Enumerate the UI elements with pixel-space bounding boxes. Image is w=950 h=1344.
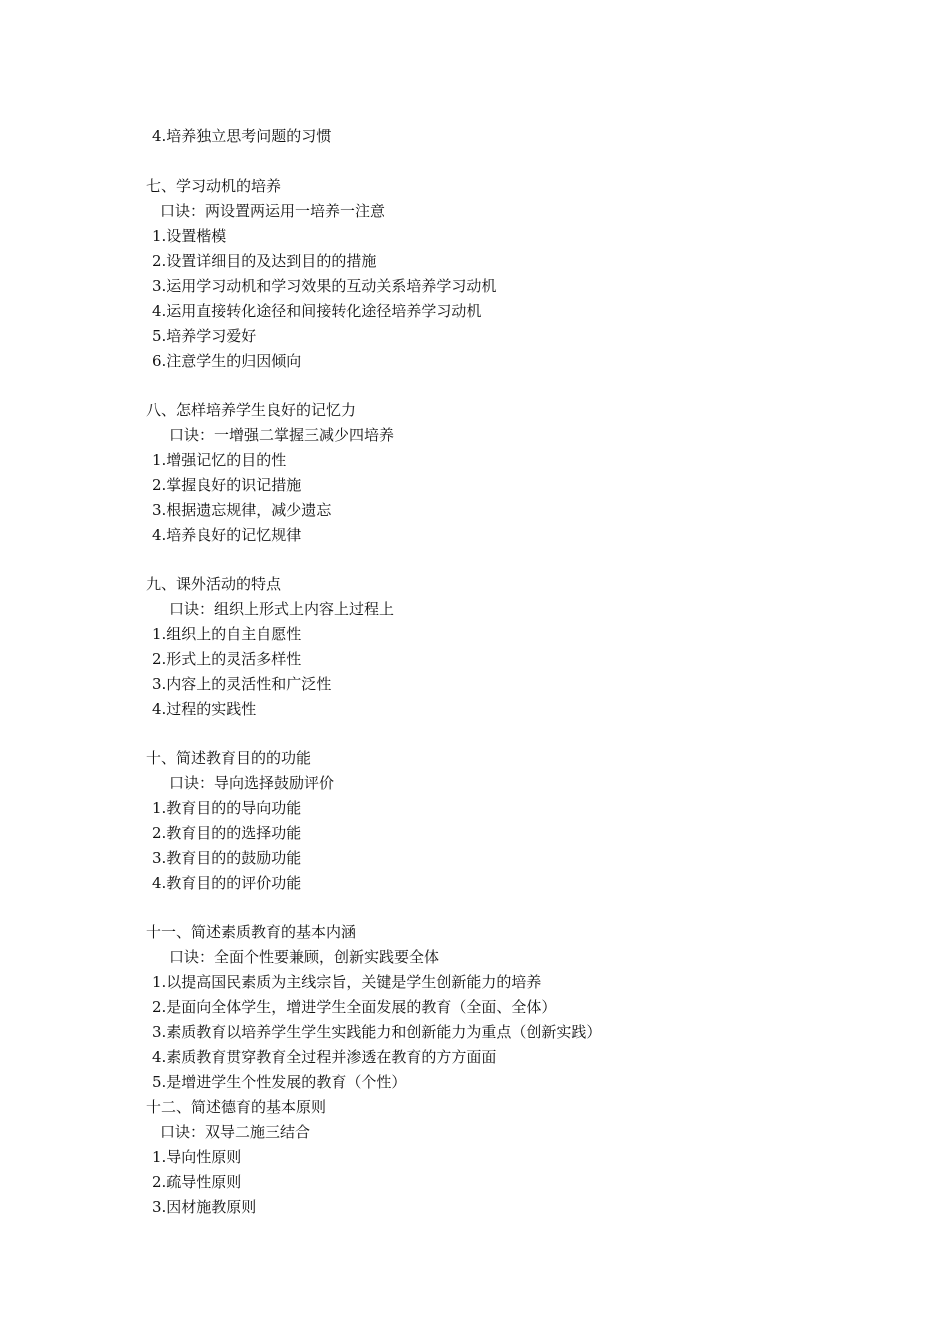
mnemonic-line: 口诀：组织上形式上内容上过程上 bbox=[169, 600, 395, 618]
section-heading: 十、简述教育目的的功能 bbox=[146, 749, 312, 767]
list-item: 2.设置详细目的及达到目的的措施 bbox=[152, 252, 377, 270]
mnemonic-line: 口诀：双导二施三结合 bbox=[160, 1123, 311, 1141]
mnemonic-line: 口诀：一增强二掌握三减少四培养 bbox=[169, 426, 395, 444]
mnemonic-line: 口诀：两设置两运用一培养一注意 bbox=[160, 202, 386, 220]
section-heading: 十一、简述素质教育的基本内涵 bbox=[146, 923, 357, 941]
list-item: 1.教育目的的导向功能 bbox=[152, 799, 302, 817]
list-item: 1.设置楷模 bbox=[152, 227, 227, 245]
list-item: 3.素质教育以培养学生学生实践能力和创新能力为重点（创新实践） bbox=[152, 1023, 602, 1041]
list-item: 4.培养独立思考问题的习惯 bbox=[152, 127, 332, 145]
section-heading: 七、学习动机的培养 bbox=[146, 177, 282, 195]
list-item: 3.内容上的灵活性和广泛性 bbox=[152, 675, 332, 693]
list-item: 5.是增进学生个性发展的教育（个性） bbox=[152, 1073, 407, 1091]
list-item: 3.运用学习动机和学习效果的互动关系培养学习动机 bbox=[152, 277, 497, 295]
section-heading: 十二、简述德育的基本原则 bbox=[146, 1098, 327, 1116]
section-heading: 九、课外活动的特点 bbox=[146, 575, 282, 593]
list-item: 2.形式上的灵活多样性 bbox=[152, 650, 302, 668]
list-item: 2.教育目的的选择功能 bbox=[152, 824, 302, 842]
list-item: 3.因材施教原则 bbox=[152, 1198, 257, 1216]
mnemonic-line: 口诀：导向选择鼓励评价 bbox=[169, 774, 335, 792]
list-item: 2.掌握良好的识记措施 bbox=[152, 476, 302, 494]
list-item: 3.根据遗忘规律，减少遗忘 bbox=[152, 501, 332, 519]
list-item: 1.导向性原则 bbox=[152, 1148, 242, 1166]
mnemonic-line: 口诀：全面个性要兼顾，创新实践要全体 bbox=[169, 948, 440, 966]
list-item: 4.过程的实践性 bbox=[152, 700, 257, 718]
list-item: 1.以提高国民素质为主线宗旨，关键是学生创新能力的培养 bbox=[152, 973, 542, 991]
list-item: 4.运用直接转化途径和间接转化途径培养学习动机 bbox=[152, 302, 482, 320]
list-item: 3.教育目的的鼓励功能 bbox=[152, 849, 302, 867]
list-item: 1.组织上的自主自愿性 bbox=[152, 625, 302, 643]
list-item: 4.教育目的的评价功能 bbox=[152, 874, 302, 892]
list-item: 6.注意学生的归因倾向 bbox=[152, 352, 302, 370]
list-item: 2.疏导性原则 bbox=[152, 1173, 242, 1191]
list-item: 1.增强记忆的目的性 bbox=[152, 451, 287, 469]
list-item: 4.培养良好的记忆规律 bbox=[152, 526, 302, 544]
list-item: 4.素质教育贯穿教育全过程并渗透在教育的方方面面 bbox=[152, 1048, 497, 1066]
list-item: 2.是面向全体学生，增进学生全面发展的教育（全面、全体） bbox=[152, 998, 557, 1016]
section-heading: 八、怎样培养学生良好的记忆力 bbox=[146, 401, 357, 419]
list-item: 5.培养学习爱好 bbox=[152, 327, 257, 345]
